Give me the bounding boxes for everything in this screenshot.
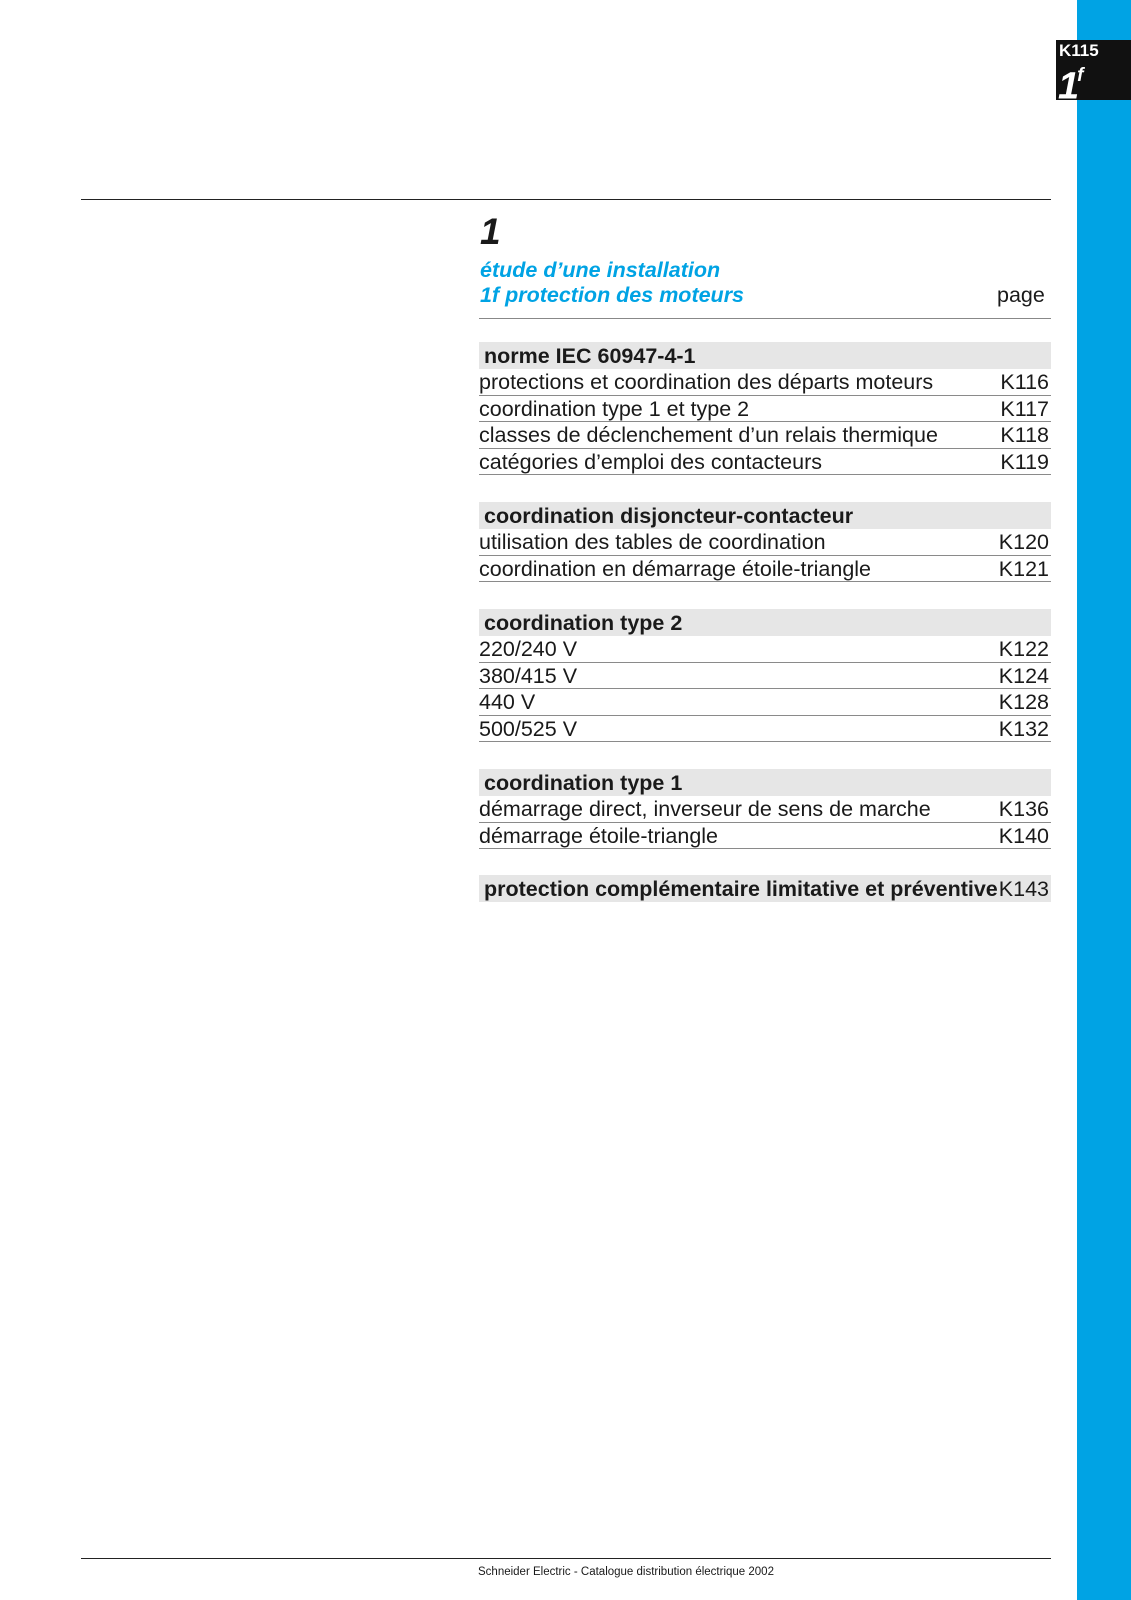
toc-section-header bbox=[479, 502, 1051, 529]
footer-divider bbox=[81, 1558, 1051, 1559]
toc-section[interactable] bbox=[479, 875, 1051, 902]
toc-entry-label: 500/525 V bbox=[479, 716, 578, 741]
page-column-label: page bbox=[997, 283, 1045, 307]
toc-entry-label: coordination en démarrage étoile-triangle bbox=[479, 556, 872, 581]
toc-entry[interactable] bbox=[479, 422, 1051, 449]
toc-entry[interactable] bbox=[479, 689, 1051, 716]
toc-entry-page: K128 bbox=[998, 690, 1049, 714]
toc-entry-page: K122 bbox=[998, 637, 1049, 661]
header-divider bbox=[479, 318, 1051, 319]
toc-section bbox=[479, 502, 1051, 582]
toc-section-title: coordination type 1 bbox=[484, 771, 683, 795]
toc-section-page: K143 bbox=[998, 877, 1049, 901]
toc-entry-label: classes de déclenchement d’un relais thermique bbox=[479, 423, 938, 447]
toc-entry[interactable] bbox=[479, 529, 1051, 556]
toc-entry-page: K118 bbox=[1000, 423, 1049, 447]
toc-entry[interactable] bbox=[479, 556, 1051, 583]
toc-entry[interactable] bbox=[479, 449, 1051, 476]
toc-entry[interactable] bbox=[479, 396, 1051, 423]
toc-entry-label: coordination type 1 et type 2 bbox=[479, 396, 750, 421]
toc-entry-label: démarrage direct, inverseur de sens de marche bbox=[479, 797, 931, 821]
footer-text: Schneider Electric - Catalogue distribution électrique 2002 bbox=[478, 1566, 774, 1578]
chapter-marker-suffix: f bbox=[1077, 65, 1084, 86]
toc-entry-page: K116 bbox=[1000, 370, 1049, 394]
toc-entry-page: K136 bbox=[998, 797, 1049, 821]
toc-entry-page: K140 bbox=[998, 823, 1049, 848]
toc-entry-label: démarrage étoile-triangle bbox=[479, 823, 719, 848]
toc-section-header bbox=[479, 609, 1051, 636]
toc-section-title: coordination disjoncteur-contacteur bbox=[484, 504, 854, 528]
toc-entry-label: 380/415 V bbox=[479, 663, 578, 688]
toc-entry-page: K121 bbox=[998, 556, 1049, 581]
toc-entry[interactable] bbox=[479, 796, 1051, 823]
toc-entry-page: K124 bbox=[998, 663, 1049, 688]
toc-entry-page: K120 bbox=[998, 530, 1049, 554]
chapter-number: 1 bbox=[480, 211, 501, 252]
toc-section-header bbox=[479, 342, 1051, 369]
toc-entry[interactable] bbox=[479, 636, 1051, 663]
side-color-bar bbox=[1077, 0, 1131, 1600]
toc-section bbox=[479, 609, 1051, 742]
chapter-marker bbox=[1058, 60, 1083, 107]
toc-section-title: norme IEC 60947-4-1 bbox=[484, 344, 696, 368]
toc-section-title: protection complémentaire limitative et préventive bbox=[484, 877, 998, 901]
toc-section-header bbox=[479, 875, 1051, 902]
toc-section bbox=[479, 342, 1051, 475]
toc-entry-label: 440 V bbox=[479, 690, 536, 714]
chapter-marker-number: 1 bbox=[1058, 65, 1078, 108]
toc-entry[interactable] bbox=[479, 823, 1051, 850]
section-title: 1f protection des moteurs bbox=[480, 283, 745, 307]
top-divider bbox=[81, 199, 1051, 200]
toc-entry[interactable] bbox=[479, 369, 1051, 396]
toc-entry-label: 220/240 V bbox=[479, 637, 578, 661]
toc-section bbox=[479, 769, 1051, 849]
toc-entry-label: protections et coordination des départs moteurs bbox=[479, 370, 934, 394]
page-tab bbox=[1056, 40, 1131, 108]
toc-entry-page: K132 bbox=[998, 716, 1049, 741]
toc-section-header bbox=[479, 769, 1051, 796]
page-code: K115 bbox=[1059, 41, 1099, 60]
toc-entry-page: K119 bbox=[1000, 449, 1049, 474]
toc-entry-page: K117 bbox=[1000, 396, 1049, 421]
toc-entry-label: utilisation des tables de coordination bbox=[479, 530, 826, 554]
toc-entry[interactable] bbox=[479, 663, 1051, 690]
toc-entry-label: catégories d’emploi des contacteurs bbox=[479, 449, 822, 474]
toc-entry[interactable] bbox=[479, 716, 1051, 743]
chapter-title: étude d’une installation bbox=[480, 258, 721, 282]
toc-section-title: coordination type 2 bbox=[484, 611, 683, 635]
